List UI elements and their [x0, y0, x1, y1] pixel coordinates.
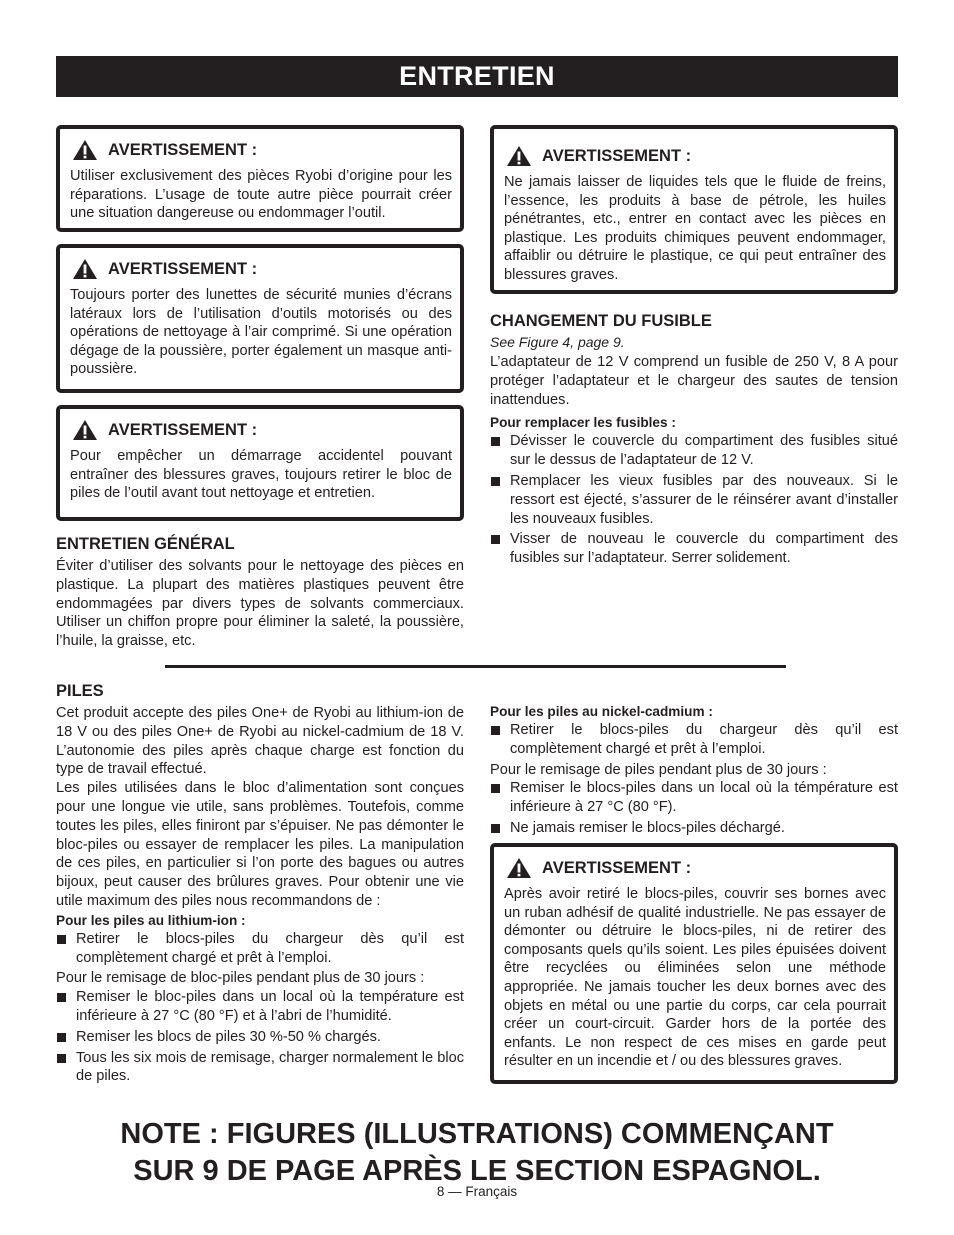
- subheading: Pour les piles au nickel-cadmium :: [490, 704, 713, 719]
- section-paragraph: Les piles utilisées dans le bloc d’alimentation sont conçues pour une longue vie utile, sans problèmes. Toutefois, comme toutes les piles, elles finiront par s’épuiser. Ne pas démonter le bloc-piles ou essayer de remplacer les piles. La manipulation de ces piles, en particulier si l’on porte des bagues ou autres bijoux, peut causer des brûlures graves. Pour obtenir une vie utile maximum des piles nous recommandons de :: [56, 780, 464, 909]
- section-banner: ENTRETIEN: [56, 56, 898, 97]
- figure-reference: See Figure 4, page 9.: [490, 334, 625, 350]
- section-paragraph: Éviter d’utiliser des solvants pour le nettoyage des pièces en plastique. La plupart des matières plastiques peuvent être endommagées par divers types de solvants commerciaux. Utiliser un chiffon propre pour éliminer la saleté, la poussière, l’huile, la graisse, etc.: [56, 558, 464, 650]
- nicad-storage-list: [490, 779, 898, 837]
- warning-label: AVERTISSEMENT :: [542, 146, 692, 165]
- nicad-list: [490, 721, 898, 759]
- warning-text: Après avoir retiré le blocs-piles, couvrir ses bornes avec un ruban adhésif de qualité industrielle. Ne pas essayer de démonter ou détruire le blocs-piles, ni de retirer des composants quels qu’ils soient. Les piles épuisées doivent être recyclées ou éliminées selon une méthode appropriée. Ne jamais toucher les deux bornes avec des objets en métal ou une partie du corps, car cela pourrait créer un court-circuit. Garder hors de la portée des enfants. Le non respect de ces mises en garde peut résulter en un incendie et / ou des blessures graves.: [504, 886, 886, 1070]
- list-item: Retirer le blocs-piles du chargeur dès qu’il est complètement chargé et prêt à l’emploi.: [56, 930, 464, 968]
- warning-triangle-icon: [506, 857, 532, 879]
- section-paragraph: L’adaptateur de 12 V comprend un fusible de 250 V, 8 A pour protéger l’adaptateur et le chargeur des sautes de tension inattendues.: [490, 354, 898, 408]
- fuse-section: [490, 312, 898, 570]
- section-paragraph: Cet produit accepte des piles One+ de Ryobi au lithium-ion de 18 V ou des piles One+ de Ryobi au nickel-cadmium de 18 V. L’autonomie des piles après chaque charge est fonction du type de travail effectué.: [56, 705, 464, 778]
- list-item: Visser de nouveau le couvercle du compartiment des fusibles sur l’adaptateur. Serrer solidement.: [490, 530, 898, 568]
- warning-label: AVERTISSEMENT :: [108, 140, 258, 159]
- note-line: NOTE : FIGURES (ILLUSTRATIONS) COMMENÇANT: [120, 1118, 834, 1150]
- warning-box-liquids: [490, 125, 898, 294]
- batteries-section: [56, 682, 464, 1088]
- note-line: SUR 9 DE PAGE APRÈS LE SECTION ESPAGNOL.: [133, 1155, 821, 1187]
- list-item: Tous les six mois de remisage, charger normalement le bloc de piles.: [56, 1049, 464, 1087]
- warning-triangle-icon: [72, 419, 98, 441]
- storage-intro: Pour le remisage de bloc-piles pendant plus de 30 jours :: [56, 970, 425, 987]
- subheading: Pour les piles au lithium-ion :: [56, 912, 246, 928]
- warning-triangle-icon: [506, 145, 532, 167]
- list-item: Retirer le blocs-piles du chargeur dès qu’il est complètement chargé et prêt à l’emploi.: [490, 721, 898, 759]
- warning-box-safety-glasses: [56, 244, 464, 393]
- warning-text: Utiliser exclusivement des pièces Ryobi d’origine pour les réparations. L’usage de toute autre pièce pourrait créer une situation dangereuse ou endommager l’outil.: [70, 168, 452, 222]
- lithium-list: [56, 930, 464, 968]
- section-divider: [165, 665, 786, 668]
- warning-label: AVERTISSEMENT :: [108, 420, 258, 439]
- warning-text: Pour empêcher un démarrage accidentel pouvant entraîner des blessures graves, toujours retirer le bloc de piles de l’outil avant tout nettoyage et entretien.: [70, 448, 452, 502]
- warning-text: Toujours porter des lunettes de sécurité munies d’écrans latéraux lors de l’utilisation d’outils motorisés ou des opérations de nettoyage à l’air comprimé. Si une opération dégage de la poussière, porter également un masque anti-poussière.: [70, 287, 452, 378]
- nicad-section: [490, 704, 898, 840]
- list-item: Remiser le blocs-piles dans un local où la témpérature est inférieure à 27 °C (80 °F).: [490, 779, 898, 817]
- page-footer: 8 — Français: [436, 1184, 518, 1199]
- list-item: Remiser le bloc-piles dans un local où la température est inférieure à 27 °C (80 °F) et à l’abri de l’humidité.: [56, 988, 464, 1026]
- warning-label: AVERTISSEMENT :: [108, 259, 258, 278]
- fuse-steps-list: [490, 432, 898, 568]
- figures-note: [56, 1116, 898, 1190]
- warning-label: AVERTISSEMENT :: [542, 858, 692, 877]
- list-item: Ne jamais remiser le blocs-piles déchargé.: [490, 819, 898, 838]
- warning-text: Ne jamais laisser de liquides tels que le fluide de freins, l’essence, les produits à base de pétrole, les huiles pénétrantes, etc., entrer en contact avec les pièces en plastique. Les produits chimiques peuvent endommager, affaiblir ou détruire le plastique, ce qui peut entraîner des blessures graves.: [504, 174, 886, 283]
- subheading: Pour remplacer les fusibles :: [490, 415, 676, 431]
- list-item: Remplacer les vieux fusibles par des nouveaux. Si le ressort est éjecté, s’assurer de le réinsérer avant d’installer les nouveaux fusibles.: [490, 472, 898, 528]
- storage-intro: Pour le remisage de piles pendant plus de 30 jours :: [490, 761, 827, 778]
- list-item: Remiser les blocs de piles 30 %-50 % chargés.: [56, 1028, 464, 1047]
- section-heading: PILES: [56, 682, 104, 700]
- entretien-general-section: [56, 535, 464, 651]
- warning-triangle-icon: [72, 139, 98, 161]
- warning-box-accidental-start: [56, 405, 464, 521]
- warning-box-genuine-parts: [56, 125, 464, 232]
- lithium-storage-list: [56, 988, 464, 1086]
- list-item: Dévisser le couvercle du compartiment des fusibles situé sur le dessus de l’adaptateur de 12 V.: [490, 432, 898, 470]
- warning-box-battery-terminals: [490, 843, 898, 1084]
- warning-triangle-icon: [72, 258, 98, 280]
- section-heading: ENTRETIEN GÉNÉRAL: [56, 535, 235, 553]
- section-heading: CHANGEMENT DU FUSIBLE: [490, 312, 712, 330]
